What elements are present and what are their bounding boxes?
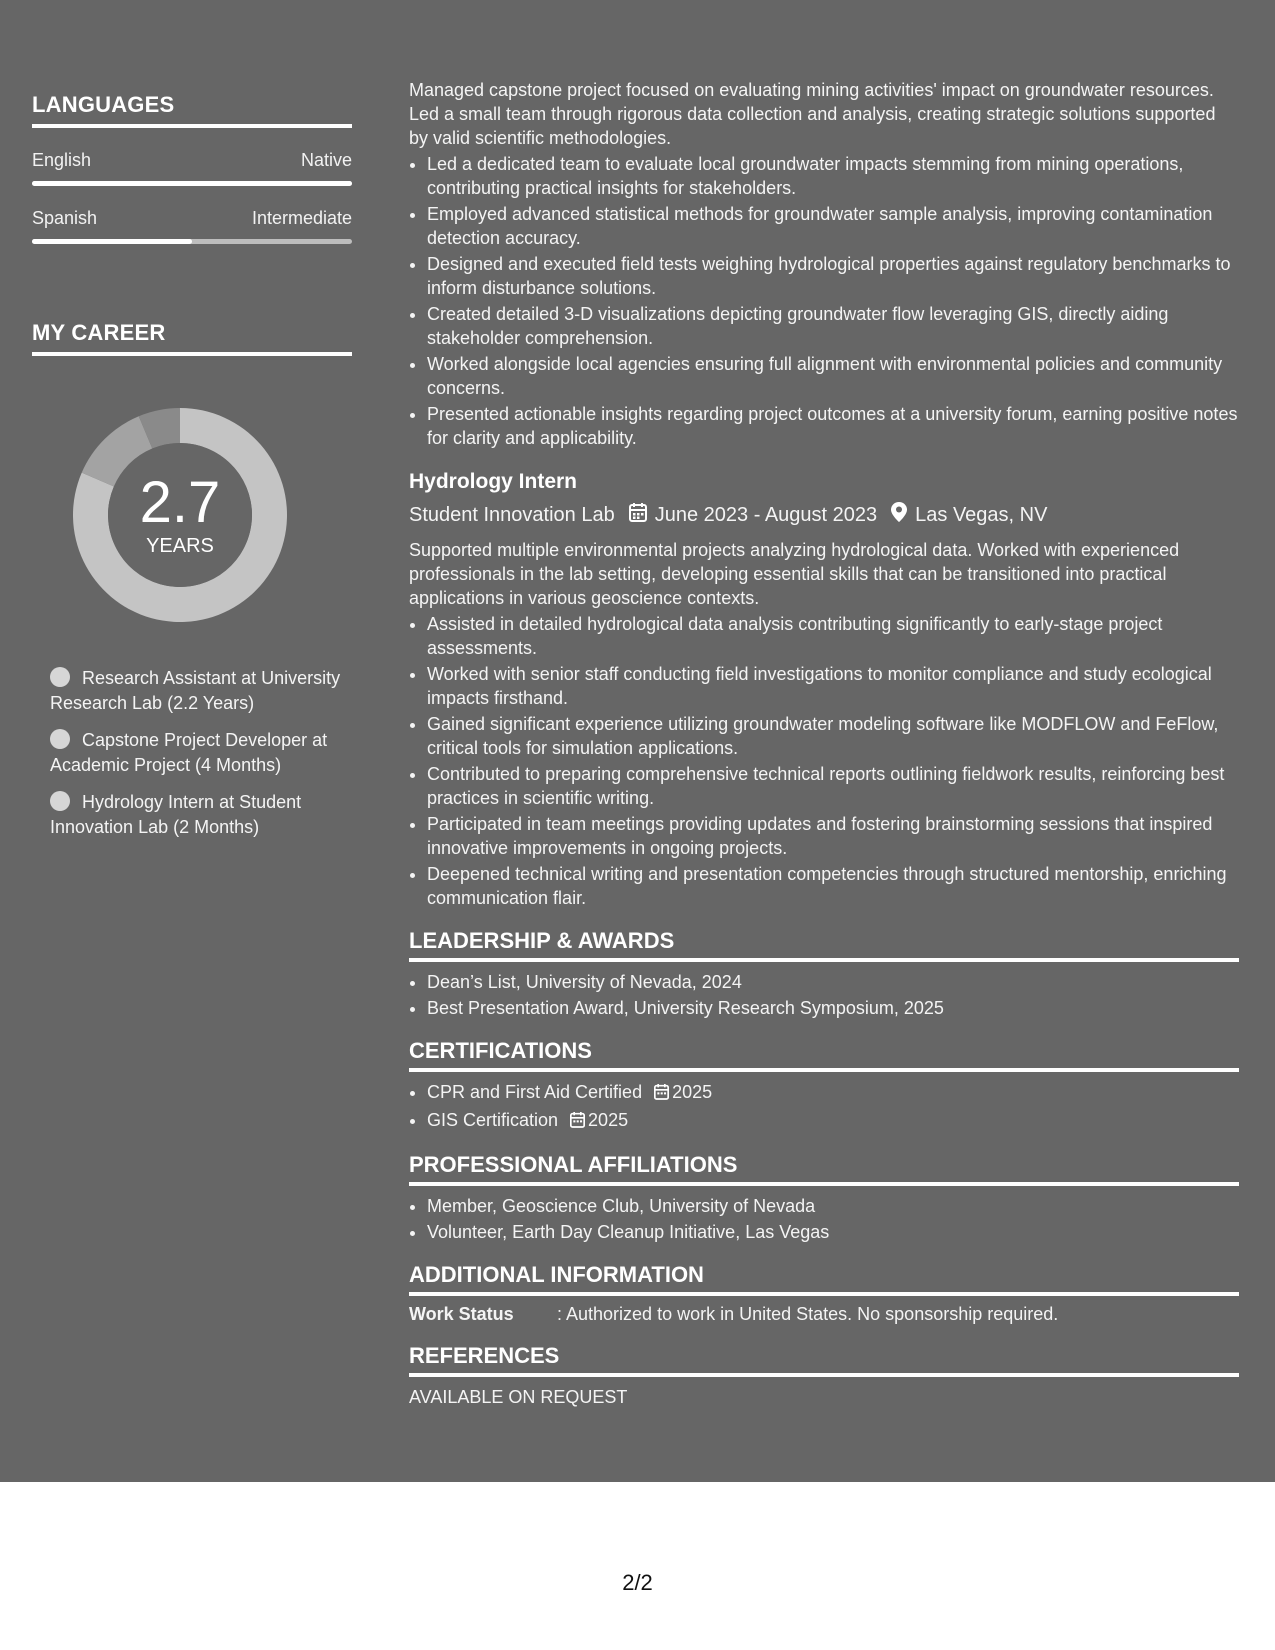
main-content xyxy=(409,78,1239,1408)
capstone-summary: Managed capstone project focused on evaluating mining activities' impact on groundwater resources. Led a small team through rigorous data collection and analysis, creating strategic solutions supported by valid scientific methodologies. xyxy=(409,80,1216,148)
company-name: Student Innovation Lab xyxy=(409,503,615,526)
job-location: Las Vegas, NV xyxy=(915,503,1048,526)
cert-name: GIS Certification xyxy=(427,1110,559,1130)
language-level: Native xyxy=(300,150,352,170)
list-item: • Participated in team meetings providing updates and fostering brainstorming sessions that inspired innovative improvements in ongoing projects. xyxy=(427,812,1239,860)
languages-heading: LANGUAGES xyxy=(32,92,352,128)
job-dates: June 2023 - August 2023 xyxy=(654,503,878,526)
references-text: AVAILABLE ON REQUEST xyxy=(409,1387,628,1407)
affiliations-list xyxy=(409,1194,1239,1244)
work-status-label: Work Status xyxy=(409,1304,514,1324)
list-item: • Gained significant experience utilizing groundwater modeling software like MODFLOW and FeFlow, critical tools for simulation applications. xyxy=(427,712,1239,760)
references-heading: REFERENCES xyxy=(409,1343,1239,1377)
list-item: • Deepened technical writing and presentation competencies through structured mentorship, enriching communication flair. xyxy=(427,862,1239,910)
language-proficiency-bar xyxy=(32,239,352,244)
legend-item xyxy=(50,790,352,840)
additional-info-heading: ADDITIONAL INFORMATION xyxy=(409,1262,1239,1296)
page-number: 2/2 xyxy=(622,1570,653,1595)
legend-label: Hydrology Intern at Student Innovation Lab (2 Months) xyxy=(50,792,302,837)
leadership-list xyxy=(409,970,1239,1020)
list-item xyxy=(427,1108,1239,1134)
legend-item xyxy=(50,666,352,716)
list-item: • Led a dedicated team to evaluate local groundwater impacts stemming from mining operations, contributing practical insights for stakeholders. xyxy=(427,152,1239,200)
capstone-bullets xyxy=(409,152,1239,450)
work-status-value: : Authorized to work in United States. No sponsorship required. xyxy=(557,1304,1059,1324)
cert-year: 2025 xyxy=(588,1110,629,1130)
list-item: • Presented actionable insights regarding project outcomes at a university forum, earning positive notes for clarity and applicability. xyxy=(427,402,1239,450)
list-item xyxy=(427,1080,1239,1106)
list-item: • Best Presentation Award, University Research Symposium, 2025 xyxy=(427,996,1239,1020)
intern-bullets xyxy=(409,612,1239,910)
job-meta xyxy=(409,502,1239,528)
legend-label: Capstone Project Developer at Academic Project (4 Months) xyxy=(50,730,328,775)
list-item: • Dean’s List, University of Nevada, 2024 xyxy=(427,970,1239,994)
calendar-icon xyxy=(654,1082,669,1106)
language-item xyxy=(32,150,352,186)
legend-dot-icon xyxy=(50,791,70,811)
list-item: • Contributed to preparing comprehensive technical reports outlining fieldwork results, reinforcing best practices in scientific writing. xyxy=(427,762,1239,810)
work-status-row xyxy=(409,1304,1239,1325)
job-title: Hydrology Intern xyxy=(409,470,578,493)
career-donut-chart xyxy=(65,400,295,630)
affiliations-heading: PROFESSIONAL AFFILIATIONS xyxy=(409,1152,1239,1186)
language-item xyxy=(32,208,352,244)
leadership-heading: LEADERSHIP & AWARDS xyxy=(409,928,1239,962)
cert-year: 2025 xyxy=(672,1082,713,1102)
calendar-icon xyxy=(629,502,647,528)
career-heading: MY CAREER xyxy=(32,320,352,356)
list-item: • Assisted in detailed hydrological data analysis contributing significantly to early-stage project assessments. xyxy=(427,612,1239,660)
calendar-icon xyxy=(570,1110,585,1134)
legend-label: Research Assistant at University Research Lab (2.2 Years) xyxy=(50,668,341,713)
cert-name: CPR and First Aid Certified xyxy=(427,1082,643,1102)
career-total-unit: YEARS xyxy=(146,534,214,557)
language-proficiency-fill xyxy=(32,239,192,244)
certifications-list xyxy=(409,1080,1239,1134)
location-pin-icon xyxy=(891,502,907,528)
list-item: • Worked alongside local agencies ensuring full alignment with environmental policies and community concerns. xyxy=(427,352,1239,400)
list-item: • Volunteer, Earth Day Cleanup Initiative, Las Vegas xyxy=(427,1220,1239,1244)
legend-item xyxy=(50,728,352,778)
career-total-value: 2.7 xyxy=(139,469,221,535)
list-item: • Employed advanced statistical methods for groundwater sample analysis, improving contamination detection accuracy. xyxy=(427,202,1239,250)
legend-dot-icon xyxy=(50,667,70,687)
certifications-heading: CERTIFICATIONS xyxy=(409,1038,1239,1072)
list-item: • Worked with senior staff conducting field investigations to monitor compliance and study ecological impacts firsthand. xyxy=(427,662,1239,710)
language-name: English xyxy=(32,150,92,170)
intern-summary: Supported multiple environmental projects analyzing hydrological data. Worked with experienced professionals in the lab setting, developing essential skills that can be transitioned into practical applications in various geoscience contexts. xyxy=(409,540,1180,608)
legend-dot-icon xyxy=(50,729,70,749)
list-item: • Created detailed 3-D visualizations depicting groundwater flow leveraging GIS, directly aiding stakeholder comprehension. xyxy=(427,302,1239,350)
language-proficiency-bar xyxy=(32,181,352,186)
language-name: Spanish xyxy=(32,208,98,228)
left-sidebar xyxy=(32,92,352,852)
career-legend xyxy=(50,666,352,840)
language-level: Intermediate xyxy=(251,208,352,228)
language-proficiency-fill xyxy=(32,181,352,186)
list-item: • Designed and executed field tests weighing hydrological properties against regulatory benchmarks to inform disturbance solutions. xyxy=(427,252,1239,300)
list-item: • Member, Geoscience Club, University of Nevada xyxy=(427,1194,1239,1218)
